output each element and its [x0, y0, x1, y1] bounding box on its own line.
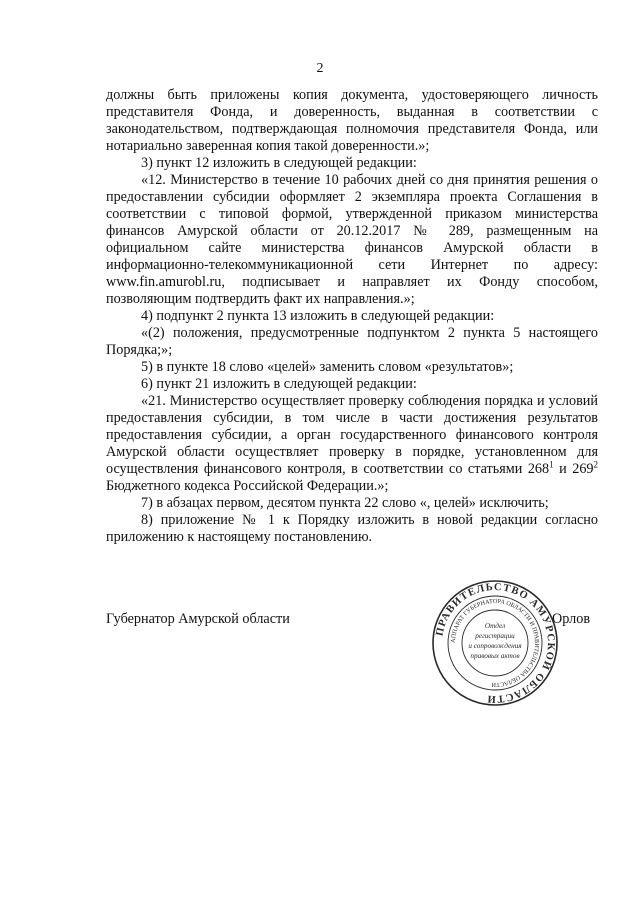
document-body — [106, 87, 598, 546]
paragraph-item-4: 4) подпункт 2 пункта 13 изложить в следующей редакции: — [141, 308, 495, 324]
superscript-2: 2 — [593, 459, 599, 470]
quote-21-text-middle: и 269 — [553, 461, 594, 477]
stamp-inner-text: АППАРАТ ГУБЕРНАТОРА ОБЛАСТИ И ПРАВИТЕЛЬСТВА ОБЛАСТИ — [449, 597, 541, 689]
official-seal-stamp — [430, 578, 560, 708]
stamp-center-line-2: регистрации — [475, 632, 515, 640]
paragraph-item-8: 8) приложение № 1 к Порядку изложить в новой редакции согласно приложению к настоящему постановлению. — [106, 512, 598, 545]
page-number: 2 — [316, 61, 324, 76]
paragraph-item-5: 5) в пункте 18 слово «целей» заменить словом «результатов»; — [141, 359, 514, 375]
superscript-1: 1 — [549, 459, 554, 470]
stamp-center-line-3: и сопровождения — [468, 642, 522, 650]
stamp-center-line-4: правовых актов — [470, 652, 520, 660]
signature-name: Орлов — [552, 611, 591, 627]
paragraph-quote-12: «12. Министерство в течение 10 рабочих дней со дня принятия решения о предоставлении субсидии оформляет 2 экземпляра проекта Соглашения в соответствии с типовой формой, утвержденной приказом министерства финансов Амурской области от 20.12.2017 № 289, размещенным на официальном сайте министерства финансов Амурской области в информационно-телекоммуникационной сети Интернет по адресу: www.fin.amurobl.ru, подписывает и направляет их Фонду способом, позволяющим подтвердить факт их направления.»; — [106, 172, 598, 307]
paragraph-item-3: 3) пункт 12 изложить в следующей редакции: — [141, 155, 417, 171]
paragraph-quote-2: «(2) положения, предусмотренные подпунктом 2 пункта 5 настоящего Порядка;»; — [106, 325, 598, 358]
stamp-center-line-1: Отдел — [484, 622, 506, 630]
paragraph-item-6: 6) пункт 21 изложить в следующей редакции: — [141, 376, 417, 392]
stamp-outer-text: ПРАВИТЕЛЬСТВО АМУРСКОЙ ОБЛАСТИ — [434, 581, 557, 705]
quote-21-text: «21. Министерство осуществляет проверку соблюдения порядка и условий предоставления субсидии, в том числе в части достижения результатов предоставления субсидии, а орган государственного финансового контроля Амурской области осуществляет проверку в порядке, установленном для осуществления финансового контроля, в соответствии со статьями 268 — [106, 393, 598, 477]
signature-title: Губернатор Амурской области — [106, 611, 290, 627]
paragraph-item-7: 7) в абзацах первом, десятом пункта 22 слово «, целей» исключить; — [141, 495, 549, 511]
quote-21-text-end: Бюджетного кодекса Российской Федерации.»; — [106, 478, 389, 494]
paragraph-quote-21 — [106, 393, 598, 495]
paragraph-continuation: должны быть приложены копия документа, удостоверяющего личность представителя Фонда, и доверенность, выданная в соответствии с законодательством, подтверждающая полномочия представителя Фонда, или нотариально заверенная копия такой доверенности.»; — [106, 87, 598, 154]
